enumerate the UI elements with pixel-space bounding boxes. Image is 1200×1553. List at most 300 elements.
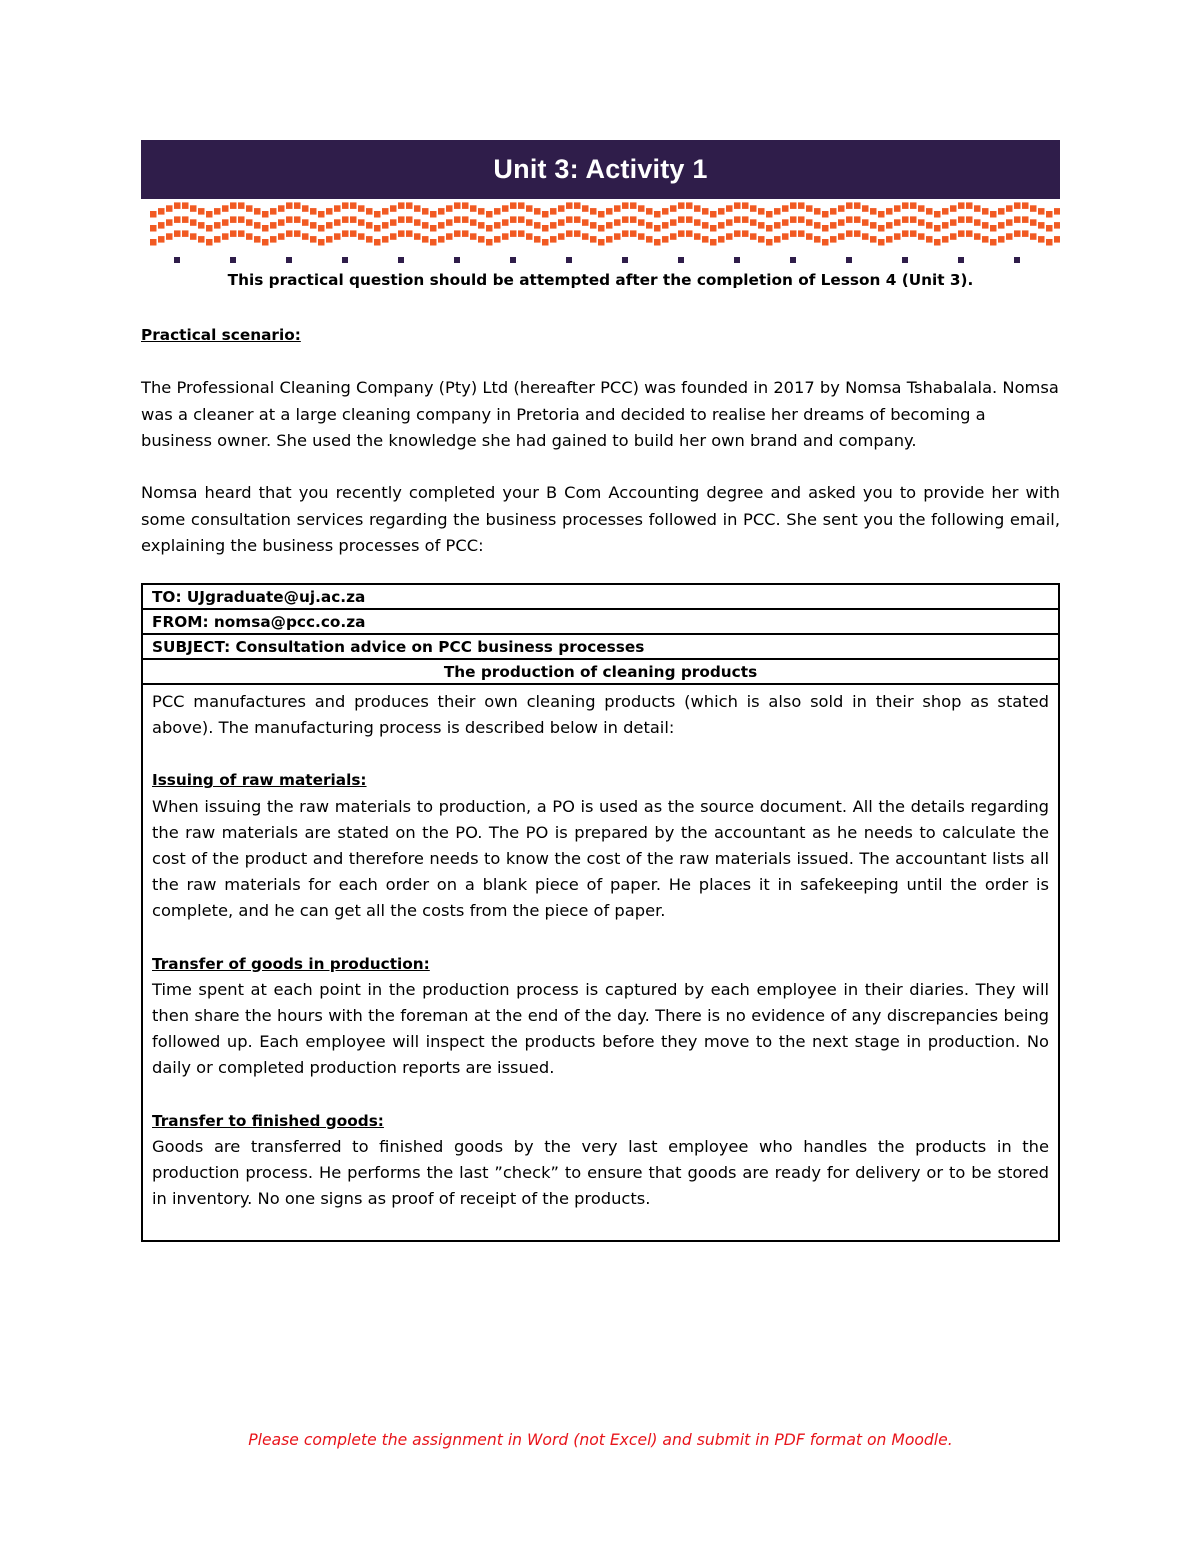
pattern-square (334, 233, 341, 240)
pattern-square (390, 233, 397, 240)
pattern-square (998, 236, 1005, 243)
pattern-square (822, 225, 829, 232)
pattern-square (846, 230, 853, 237)
pattern-square (422, 236, 429, 243)
pattern-square (214, 236, 221, 243)
pattern-square (558, 205, 565, 212)
pattern-square (942, 222, 949, 229)
pattern-square (406, 230, 413, 237)
pattern-square (630, 216, 637, 223)
pattern-dot (454, 257, 460, 263)
pattern-square (918, 205, 925, 212)
submission-note: Please complete the assignment in Word (not Excel) and submit in PDF format on Moodle. (248, 1431, 953, 1449)
email-body-intro: PCC manufactures and produces their own cleaning products (which is also sold in their shop as stated above). The manufacturing process is described below in detail: (152, 692, 1049, 738)
pattern-square (790, 216, 797, 223)
pattern-square (958, 230, 965, 237)
pattern-square (510, 202, 517, 209)
pattern-square (470, 205, 477, 212)
pattern-square (262, 211, 269, 218)
pattern-square (150, 211, 157, 218)
pattern-square (494, 236, 501, 243)
pattern-square (382, 236, 389, 243)
pattern-square (542, 225, 549, 232)
pattern-square (710, 239, 717, 246)
pattern-square (182, 230, 189, 237)
pattern-square (190, 233, 197, 240)
pattern-square (942, 236, 949, 243)
pattern-square (846, 202, 853, 209)
pattern-square (758, 208, 765, 215)
email-from: FROM: nomsa@pcc.co.za (143, 610, 1058, 635)
pattern-square (502, 205, 509, 212)
pattern-square (238, 216, 245, 223)
pattern-square (294, 202, 301, 209)
pattern-square (150, 239, 157, 246)
pattern-square (990, 211, 997, 218)
pattern-square (678, 230, 685, 237)
pattern-square (718, 236, 725, 243)
pattern-square (278, 233, 285, 240)
pattern-square (662, 236, 669, 243)
pattern-square (878, 239, 885, 246)
pattern-square (310, 222, 317, 229)
pattern-square (286, 202, 293, 209)
pattern-square (638, 219, 645, 226)
pattern-square (526, 233, 533, 240)
pattern-square (230, 202, 237, 209)
email-to: TO: UJgraduate@uj.ac.za (143, 585, 1058, 610)
pattern-square (374, 211, 381, 218)
pattern-square (486, 225, 493, 232)
pattern-square (334, 205, 341, 212)
pattern-square (470, 219, 477, 226)
pattern-square (326, 222, 333, 229)
pattern-square (878, 211, 885, 218)
pattern-square (1014, 216, 1021, 223)
pattern-square (358, 233, 365, 240)
pattern-square (694, 219, 701, 226)
pattern-square (982, 236, 989, 243)
email-subject: SUBJECT: Consultation advice on PCC business processes (143, 635, 1058, 660)
pattern-square (1006, 205, 1013, 212)
page-title: Unit 3: Activity 1 (493, 154, 708, 184)
pattern-square (590, 236, 597, 243)
pattern-square (694, 233, 701, 240)
pattern-square (910, 202, 917, 209)
pattern-square (590, 222, 597, 229)
pattern-square (270, 236, 277, 243)
pattern-square (886, 208, 893, 215)
pattern-square (766, 211, 773, 218)
pattern-dot (958, 257, 964, 263)
pattern-square (1046, 239, 1053, 246)
pattern-square (702, 236, 709, 243)
pattern-square (614, 219, 621, 226)
pattern-square (862, 233, 869, 240)
pattern-square (806, 219, 813, 226)
pattern-square (662, 208, 669, 215)
pattern-square (1014, 230, 1021, 237)
pattern-square (902, 216, 909, 223)
pattern-square (158, 236, 165, 243)
pattern-square (718, 208, 725, 215)
pattern-square (822, 239, 829, 246)
pattern-square (766, 239, 773, 246)
pattern-square (1030, 205, 1037, 212)
pattern-square (478, 236, 485, 243)
pattern-square (1054, 236, 1060, 243)
pattern-dot (790, 257, 796, 263)
pattern-square (462, 230, 469, 237)
pattern-square (854, 230, 861, 237)
pattern-square (342, 230, 349, 237)
pattern-square (398, 202, 405, 209)
pattern-square (966, 202, 973, 209)
pattern-square (990, 225, 997, 232)
pattern-square (390, 219, 397, 226)
pattern-square (758, 222, 765, 229)
pattern-square (1038, 208, 1045, 215)
pattern-square (318, 239, 325, 246)
pattern-square (670, 205, 677, 212)
pattern-square (230, 216, 237, 223)
pattern-square (318, 225, 325, 232)
pattern-square (550, 208, 557, 215)
email-section-title: The production of cleaning products (143, 660, 1058, 685)
pattern-square (302, 219, 309, 226)
pattern-square (310, 236, 317, 243)
pattern-dot (1014, 257, 1020, 263)
pattern-square (622, 202, 629, 209)
pattern-dot (846, 257, 852, 263)
pattern-square (494, 208, 501, 215)
pattern-square (950, 219, 957, 226)
pattern-square (198, 236, 205, 243)
pattern-square (414, 233, 421, 240)
pattern-square (734, 230, 741, 237)
pattern-square (518, 216, 525, 223)
pattern-square (798, 216, 805, 223)
pattern-square (638, 233, 645, 240)
pattern-square (326, 208, 333, 215)
pattern-square (814, 208, 821, 215)
pattern-square (270, 208, 277, 215)
pattern-square (398, 230, 405, 237)
pattern-square (926, 236, 933, 243)
pattern-dot (622, 257, 628, 263)
pattern-square (318, 211, 325, 218)
pattern-square (1038, 236, 1045, 243)
pattern-square (654, 239, 661, 246)
pattern-square (966, 230, 973, 237)
pattern-square (206, 239, 213, 246)
pattern-square (614, 205, 621, 212)
pattern-dot (174, 257, 180, 263)
pattern-square (278, 205, 285, 212)
pattern-square (774, 236, 781, 243)
pattern-square (726, 205, 733, 212)
pattern-square (294, 216, 301, 223)
pattern-square (174, 202, 181, 209)
pattern-square (158, 208, 165, 215)
pattern-square (942, 208, 949, 215)
pattern-square (286, 216, 293, 223)
pattern-square (934, 211, 941, 218)
pattern-square (254, 222, 261, 229)
pattern-square (430, 239, 437, 246)
pattern-square (342, 202, 349, 209)
pattern-square (222, 205, 229, 212)
scenario-paragraph-2: Nomsa heard that you recently completed your B Com Accounting degree and asked you to provide her with some consultation services regarding the business processes followed in PCC. She sent you the following email, explaining the business processes of PCC: (141, 483, 1060, 555)
pattern-square (894, 219, 901, 226)
pattern-square (654, 225, 661, 232)
pattern-square (886, 236, 893, 243)
section-text-finished-goods: Goods are transferred to finished goods by the very last employee who handles the products in the production process. He performs the last ”check” to ensure that goods are ready for delivery or to be stored in inventory. No one signs as proof of receipt of the products. (152, 1136, 1049, 1209)
scenario-paragraph-1: The Professional Cleaning Company (Pty) Ltd (hereafter PCC) was founded in 2017 by Nomsa Tshabalala. Nomsa was a cleaner at a large cleaning company in Pretoria and decided to realise her dreams of becoming a business owner. She used the knowledge she had gained to build her own brand and company. (141, 378, 1059, 450)
pattern-square (350, 202, 357, 209)
pattern-square (214, 222, 221, 229)
pattern-square (206, 211, 213, 218)
pattern-square (494, 222, 501, 229)
pattern-square (734, 202, 741, 209)
pattern-square (726, 233, 733, 240)
email-box (141, 583, 1060, 1242)
pattern-square (926, 208, 933, 215)
pattern-square (254, 236, 261, 243)
pattern-square (262, 225, 269, 232)
pattern-square (910, 230, 917, 237)
pattern-square (542, 211, 549, 218)
pattern-square (1022, 202, 1029, 209)
pattern-square (446, 205, 453, 212)
pattern-square (526, 205, 533, 212)
pattern-square (774, 222, 781, 229)
pattern-square (974, 219, 981, 226)
pattern-square (302, 205, 309, 212)
pattern-square (950, 233, 957, 240)
pattern-square (310, 208, 317, 215)
pattern-square (278, 219, 285, 226)
pattern-square (782, 219, 789, 226)
pattern-square (710, 211, 717, 218)
pattern-square (382, 208, 389, 215)
pattern-square (854, 216, 861, 223)
pattern-square (678, 202, 685, 209)
pattern-square (254, 208, 261, 215)
pattern-square (902, 202, 909, 209)
pattern-dot (510, 257, 516, 263)
pattern-square (790, 230, 797, 237)
pattern-square (598, 211, 605, 218)
pattern-square (422, 208, 429, 215)
pattern-square (158, 222, 165, 229)
pattern-square (1006, 233, 1013, 240)
pattern-square (366, 208, 373, 215)
pattern-square (606, 236, 613, 243)
pattern-square (182, 216, 189, 223)
pattern-square (550, 222, 557, 229)
pattern-square (886, 222, 893, 229)
pattern-square (198, 222, 205, 229)
pattern-square (798, 202, 805, 209)
decorative-pattern (141, 199, 1060, 267)
section-heading-finished-goods: Transfer to finished goods: (152, 1111, 384, 1130)
pattern-square (1014, 202, 1021, 209)
pattern-square (982, 222, 989, 229)
pattern-square (806, 205, 813, 212)
pattern-square (582, 205, 589, 212)
pattern-square (630, 230, 637, 237)
pattern-square (294, 230, 301, 237)
pattern-square (686, 216, 693, 223)
pattern-square (438, 236, 445, 243)
pattern-square (814, 236, 821, 243)
pattern-square (902, 230, 909, 237)
pattern-square (926, 222, 933, 229)
pattern-square (462, 216, 469, 223)
pattern-square (750, 233, 757, 240)
pattern-square (950, 205, 957, 212)
pattern-square (1030, 219, 1037, 226)
pattern-square (598, 225, 605, 232)
pattern-square (342, 216, 349, 223)
pattern-square (990, 239, 997, 246)
pattern-square (630, 202, 637, 209)
pattern-square (214, 208, 221, 215)
pattern-square (542, 239, 549, 246)
pattern-square (534, 222, 541, 229)
pattern-dot (286, 257, 292, 263)
pattern-square (166, 205, 173, 212)
pattern-square (998, 208, 1005, 215)
pattern-square (518, 202, 525, 209)
pattern-square (198, 208, 205, 215)
pattern-square (358, 205, 365, 212)
pattern-square (838, 219, 845, 226)
intro-text: This practical question should be attempted after the completion of Lesson 4 (Unit 3). (227, 271, 974, 289)
pattern-square (478, 208, 485, 215)
pattern-square (686, 230, 693, 237)
pattern-square (366, 222, 373, 229)
pattern-square (174, 216, 181, 223)
pattern-square (166, 233, 173, 240)
pattern-square (614, 233, 621, 240)
pattern-square (414, 219, 421, 226)
pattern-square (534, 208, 541, 215)
pattern-square (238, 230, 245, 237)
pattern-square (654, 211, 661, 218)
pattern-square (702, 222, 709, 229)
section-heading-transfer-production: Transfer of goods in production: (152, 954, 430, 973)
pattern-square (1054, 222, 1060, 229)
pattern-square (646, 236, 653, 243)
pattern-square (662, 222, 669, 229)
pattern-square (174, 230, 181, 237)
pattern-square (222, 233, 229, 240)
pattern-square (1022, 230, 1029, 237)
pattern-square (870, 236, 877, 243)
pattern-square (438, 208, 445, 215)
pattern-square (918, 233, 925, 240)
pattern-square (462, 202, 469, 209)
pattern-square (1022, 216, 1029, 223)
scenario-heading: Practical scenario: (141, 326, 301, 344)
pattern-square (742, 216, 749, 223)
pattern-dot (678, 257, 684, 263)
pattern-square (518, 230, 525, 237)
pattern-square (534, 236, 541, 243)
pattern-square (974, 205, 981, 212)
pattern-square (598, 239, 605, 246)
pattern-square (974, 233, 981, 240)
pattern-square (670, 219, 677, 226)
pattern-square (358, 219, 365, 226)
pattern-square (774, 208, 781, 215)
pattern-square (182, 202, 189, 209)
pattern-square (302, 233, 309, 240)
pattern-square (742, 202, 749, 209)
section-text-transfer-production: Time spent at each point in the production process is captured by each employee in their diaries. They will then share the hours with the foreman at the end of the day. There is no evidence of any discrepancies being followed up. Each employee will inspect the products before they move to the next stage in production. No daily or completed production reports are issued. (152, 979, 1049, 1078)
pattern-square (1030, 233, 1037, 240)
pattern-square (638, 205, 645, 212)
pattern-square (558, 219, 565, 226)
pattern-square (454, 202, 461, 209)
pattern-square (454, 230, 461, 237)
pattern-square (422, 222, 429, 229)
pattern-square (454, 216, 461, 223)
pattern-square (230, 230, 237, 237)
pattern-square (678, 216, 685, 223)
pattern-square (894, 205, 901, 212)
pattern-square (246, 219, 253, 226)
pattern-square (350, 216, 357, 223)
pattern-square (998, 222, 1005, 229)
pattern-square (830, 236, 837, 243)
pattern-square (502, 219, 509, 226)
pattern-square (1038, 222, 1045, 229)
pattern-square (966, 216, 973, 223)
pattern-square (934, 225, 941, 232)
pattern-dot (566, 257, 572, 263)
pattern-square (750, 205, 757, 212)
pattern-square (846, 216, 853, 223)
pattern-square (246, 233, 253, 240)
pattern-square (830, 222, 837, 229)
pattern-square (510, 230, 517, 237)
pattern-square (574, 230, 581, 237)
pattern-square (806, 233, 813, 240)
pattern-square (550, 236, 557, 243)
pattern-square (726, 219, 733, 226)
title-banner (141, 140, 1060, 199)
pattern-square (838, 233, 845, 240)
pattern-dot (342, 257, 348, 263)
pattern-square (894, 233, 901, 240)
pattern-square (246, 205, 253, 212)
pattern-square (646, 208, 653, 215)
pattern-square (606, 222, 613, 229)
pattern-square (854, 202, 861, 209)
pattern-square (566, 216, 573, 223)
pattern-square (398, 216, 405, 223)
pattern-square (1006, 219, 1013, 226)
pattern-square (878, 225, 885, 232)
pattern-square (718, 222, 725, 229)
pattern-square (814, 222, 821, 229)
pattern-dot (902, 257, 908, 263)
pattern-square (934, 239, 941, 246)
pattern-square (822, 211, 829, 218)
